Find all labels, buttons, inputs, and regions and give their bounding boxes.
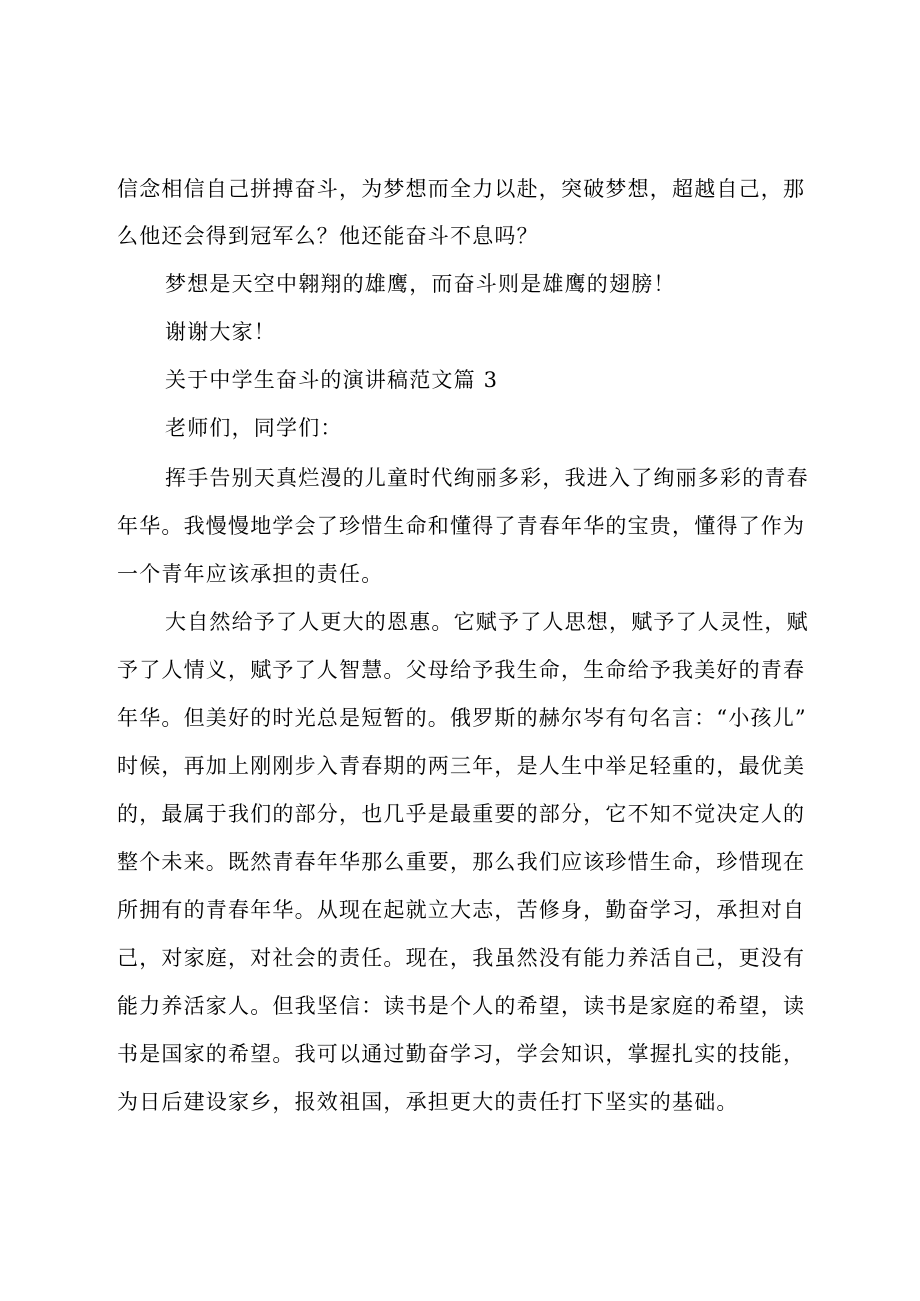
text-line: 一个青年应该承担的责任。: [117, 562, 384, 586]
text-line: 能力养活家人。但我坚信：读书是个人的希望，读书是家庭的希望，读: [117, 994, 806, 1018]
text-line: 信念相信自己拼搏奋斗，为梦想而全力以赴，突破梦想，超越自己，那: [117, 177, 806, 201]
section-heading: 关于中学生奋斗的演讲稿范文篇 3: [165, 368, 499, 392]
text-line: 时候，再加上刚刚步入青春期的两三年，是人生中举足轻重的，最优美: [117, 754, 806, 778]
text-line: 大自然给予了人更大的恩惠。它赋予了人思想，赋予了人灵性，赋: [165, 610, 809, 634]
text-line: 年华。但美好的时光总是短暂的。俄罗斯的赫尔岑有句名言：“小孩儿”: [117, 706, 807, 730]
text-line: 梦想是天空中翱翔的雄鹰，而奋斗则是雄鹰的翅膀！: [165, 272, 676, 296]
text-line: 所拥有的青春年华。从现在起就立大志，苦修身，勤奋学习，承担对自: [117, 898, 806, 922]
text-line: 整个未来。既然青春年华那么重要，那么我们应该珍惜生命，珍惜现在: [117, 850, 806, 874]
text-line: 予了人情义，赋予了人智慧。父母给予我生命，生命给予我美好的青春: [117, 658, 806, 682]
text-line: 己，对家庭，对社会的责任。现在，我虽然没有能力养活自己，更没有: [117, 946, 806, 970]
salutation: 老师们，同学们：: [165, 416, 343, 440]
text-line: 的，最属于我们的部分，也几乎是最重要的部分，它不知不觉决定人的: [117, 802, 806, 826]
text-line: 挥手告别天真烂漫的儿童时代绚丽多彩，我进入了绚丽多彩的青春: [165, 466, 809, 490]
text-line: 书是国家的希望。我可以通过勤奋学习，学会知识，掌握扎实的技能，: [117, 1042, 806, 1066]
text-line: 么他还会得到冠军么？他还能奋斗不息吗？: [117, 224, 539, 248]
text-line: 谢谢大家！: [165, 320, 276, 344]
text-line: 年华。我慢慢地学会了珍惜生命和懂得了青春年华的宝贵，懂得了作为: [117, 514, 806, 538]
text-line: 为日后建设家乡，报效祖国，承担更大的责任打下坚实的基础。: [117, 1090, 739, 1114]
